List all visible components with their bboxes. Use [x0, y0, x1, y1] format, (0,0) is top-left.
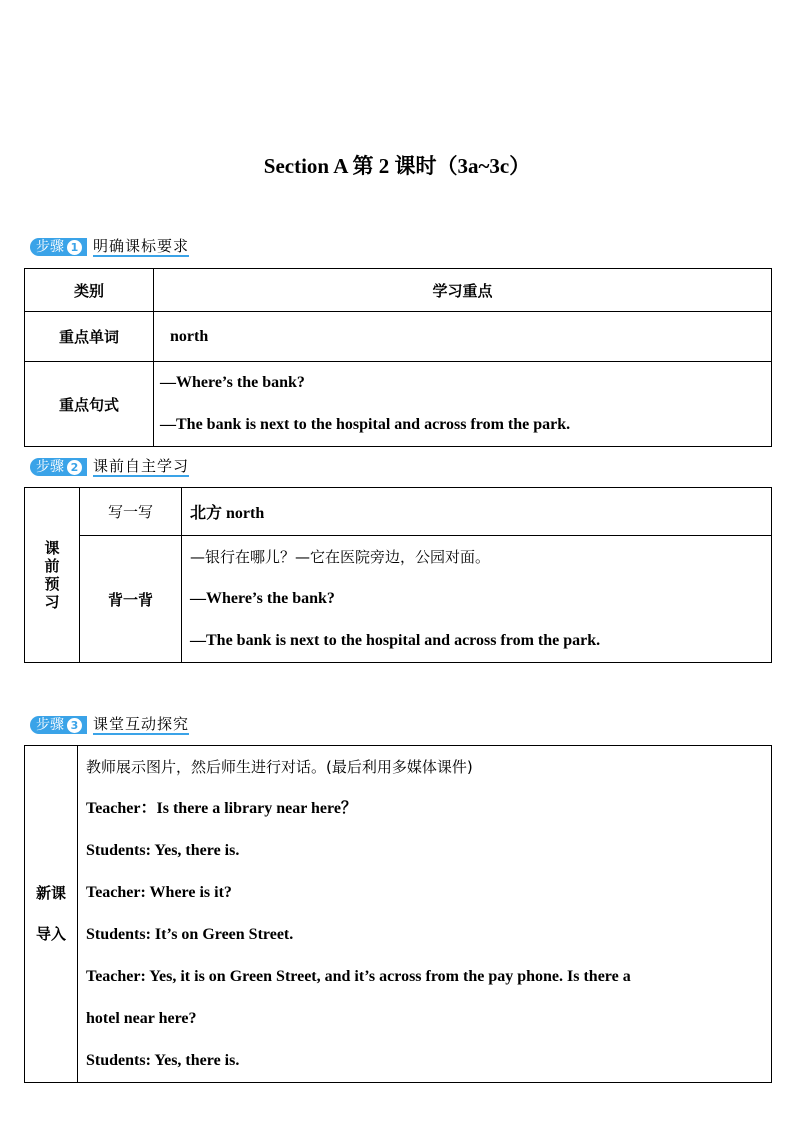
step-2-badge: 步骤 2 — [30, 458, 87, 476]
key-words-value: north — [154, 312, 772, 362]
step-1-badge: 步骤 1 — [30, 238, 87, 256]
lead-in-line-4: Teacher: Where is it? — [86, 884, 232, 901]
step-3-badge: 步骤 3 — [30, 716, 87, 734]
step-1-header — [30, 237, 189, 257]
key-sentences-cell — [154, 362, 772, 447]
lead-in-line-8: Students: Yes, there is. — [86, 1052, 240, 1069]
lead-in-line-6: Teacher: Yes, it is on Green Street, and it’s across from the pay phone. Is there a — [86, 968, 631, 985]
key-sentence-1: —Where’s the bank? — [160, 374, 305, 391]
step-3-number: 3 — [67, 718, 82, 733]
lead-in-cell — [78, 746, 772, 1083]
step-3-table — [24, 745, 772, 1083]
key-sentence-2: —The bank is next to the hospital and across from the park. — [160, 416, 571, 433]
lead-in-line-3: Students: Yes, there is. — [86, 842, 240, 859]
header-focus: 学习重点 — [154, 269, 772, 312]
key-words-label: 重点单词 — [25, 312, 154, 362]
lead-in-side-label: 新课 导入 — [25, 746, 78, 1083]
preview-side-label: 课 前 预 习 — [25, 488, 80, 663]
lead-in-line-2: Teacher：Is there a library near here？ — [86, 800, 357, 817]
key-sentences-label: 重点句式 — [25, 362, 154, 447]
step-2-number: 2 — [67, 460, 82, 475]
lead-in-line-7: hotel near here? — [86, 1010, 197, 1027]
lead-in-line-1: 教师展示图片，然后师生进行对话。(最后利用多媒体课件) — [86, 758, 473, 776]
step-1-number: 1 — [67, 240, 82, 255]
lead-in-line-5: Students: It’s on Green Street. — [86, 926, 294, 943]
write-value: 北方 north — [182, 488, 772, 536]
header-category: 类别 — [25, 269, 154, 312]
step-3-header — [30, 715, 189, 735]
step-1-table — [24, 268, 772, 447]
step-1-title: 明确课标要求 — [93, 236, 190, 255]
recite-cell — [182, 536, 772, 663]
recite-line-1: —银行在哪儿？—它在医院旁边，公园对面。 — [190, 548, 491, 566]
step-3-title: 课堂互动探究 — [93, 714, 190, 733]
step-2-table — [24, 487, 772, 663]
step-2-title: 课前自主学习 — [93, 456, 190, 475]
write-label: 写一写 — [80, 488, 182, 536]
recite-line-2: —Where’s the bank? — [190, 590, 335, 607]
page-title: Section A 第 2 课时（3a~3c） — [263, 154, 531, 178]
recite-label: 背一背 — [80, 536, 182, 663]
step-2-header — [30, 457, 189, 477]
recite-line-3: —The bank is next to the hospital and across from the park. — [190, 632, 601, 649]
